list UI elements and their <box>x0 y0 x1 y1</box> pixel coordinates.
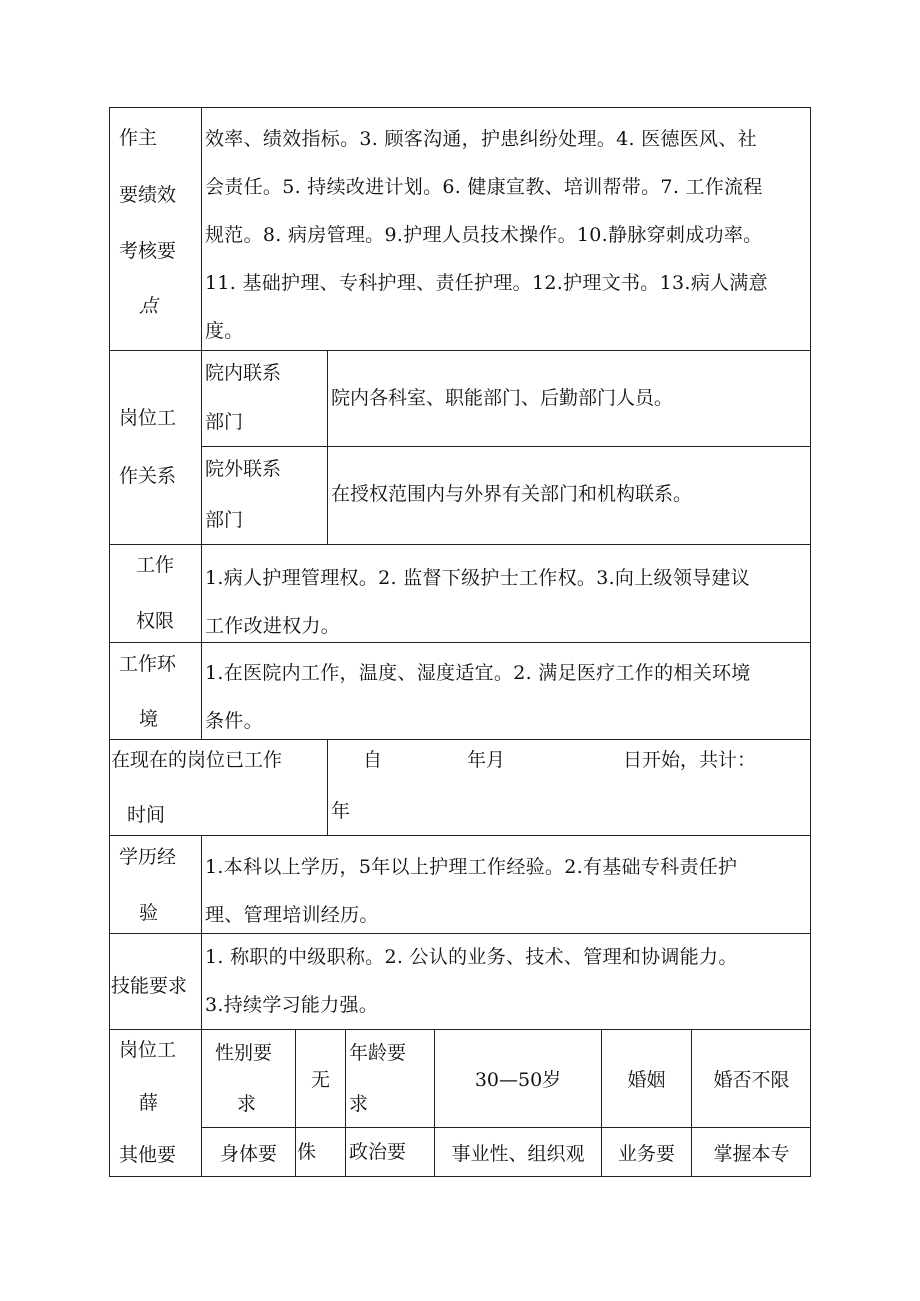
text-line: 1.本科以上学历，5年以上护理工作经验。2.有基础专科责任护 <box>205 856 738 878</box>
text-line: 效率、绩效指标。3. 顾客沟通，护患纠纷处理。4. 医德医风、社 <box>205 128 757 150</box>
text-line: 度。 <box>205 320 244 342</box>
text-line: 工作改进权力。 <box>205 615 341 637</box>
performance-text <box>205 115 809 355</box>
column-divider <box>345 1029 346 1177</box>
column-divider <box>201 107 202 739</box>
age-requirement-label: 年龄要 <box>349 1042 407 1064</box>
authority-label-line: 权限 <box>136 610 175 632</box>
tenure-year-month: 年月 <box>467 749 506 771</box>
business-requirement-label: 业务要 <box>617 1143 675 1165</box>
performance-label-line: 作主 <box>119 127 158 149</box>
relations-label-line: 作关系 <box>119 465 177 487</box>
performance-label-line: 点 <box>139 295 159 317</box>
authority-label-line: 工作 <box>136 554 175 576</box>
performance-label-line: 要绩效 <box>119 184 177 206</box>
other-label-line: 薛 <box>139 1092 159 1114</box>
text-line: 条件。 <box>205 710 263 732</box>
tenure-label-line: 时间 <box>127 804 166 826</box>
marriage-requirement-label: 婚姻 <box>627 1068 666 1091</box>
internal-contact-label: 院内联系 <box>205 362 282 384</box>
internal-contact-label: 部门 <box>205 411 244 433</box>
external-contact-value: 在授权范围内与外界有关部门和机构联系。 <box>331 483 693 505</box>
text-line: 11. 基础护理、专科护理、责任护理。12.护理文书。13.病人满意 <box>205 272 768 294</box>
authority-text <box>205 554 809 650</box>
external-contact-label: 院外联系 <box>205 458 282 480</box>
environment-text <box>205 649 809 745</box>
tenure-day-start: 日开始，共计： <box>623 749 757 771</box>
row-divider <box>109 835 811 836</box>
relations-label-line: 岗位工 <box>119 407 177 429</box>
marriage-requirement-value: 婚否不限 <box>713 1068 790 1091</box>
age-requirement-label: 求 <box>349 1093 369 1115</box>
tenure-from: 自 <box>363 749 383 771</box>
column-divider <box>327 739 328 835</box>
other-label-line: 岗位工 <box>119 1039 177 1061</box>
skills-text <box>205 933 809 1029</box>
health-requirement-value: 侏 <box>297 1141 317 1163</box>
text-line: 规范。8. 病房管理。9.护理人员技术操作。10.静脉穿刺成功率。 <box>205 224 763 246</box>
gender-requirement-value: 无 <box>310 1068 330 1091</box>
environment-label-line: 工作环 <box>119 653 177 675</box>
row-divider <box>109 544 811 545</box>
political-requirement-value: 事业性、组织观 <box>451 1143 585 1165</box>
text-line: 1.病人护理管理权。2. 监督下级护士工作权。3.向上级领导建议 <box>205 567 751 589</box>
text-line: 1.在医院内工作，温度、湿度适宜。2. 满足医疗工作的相关环境 <box>205 662 751 684</box>
education-label-line: 学历经 <box>119 846 177 868</box>
text-line: 会责任。5. 持续改进计划。6. 健康宣教、培训帮带。7. 工作流程 <box>205 176 763 198</box>
skills-label: 技能要求 <box>111 975 188 997</box>
age-requirement-value: 30—50岁 <box>474 1068 562 1091</box>
text-line: 理、管理培训经历。 <box>205 904 379 926</box>
education-label-line: 验 <box>139 902 159 924</box>
text-line: 3.持续学习能力强。 <box>205 994 379 1016</box>
tenure-year: 年 <box>331 800 351 822</box>
political-requirement-label: 政治要 <box>349 1141 407 1163</box>
tenure-label-line: 在现在的岗位已工作 <box>111 749 283 771</box>
column-divider <box>201 835 202 1177</box>
column-divider <box>327 350 328 544</box>
gender-requirement-label: 性别要 <box>215 1042 273 1064</box>
education-text <box>205 843 809 939</box>
job-description-table <box>109 107 811 1177</box>
text-line: 1. 称职的中级职称。2. 公认的业务、技术、管理和协调能力。 <box>205 946 738 968</box>
external-contact-label: 部门 <box>205 509 244 531</box>
other-label-line: 其他要 <box>119 1144 177 1166</box>
environment-label-line: 境 <box>139 708 159 730</box>
performance-label-line: 考核要 <box>119 240 177 262</box>
health-requirement-label: 身体要 <box>219 1143 277 1165</box>
business-requirement-value: 掌握本专 <box>713 1143 790 1165</box>
gender-requirement-label: 求 <box>237 1093 257 1115</box>
row-divider <box>201 446 811 447</box>
internal-contact-value: 院内各科室、职能部门、后勤部门人员。 <box>331 387 674 409</box>
